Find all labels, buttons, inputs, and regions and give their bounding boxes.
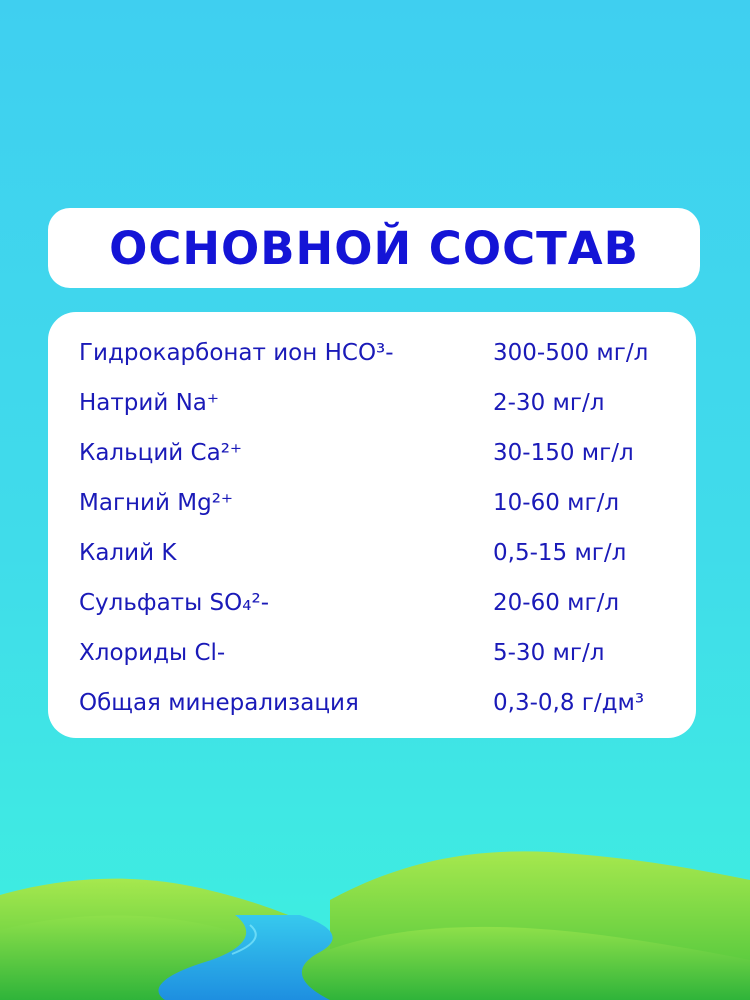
table-row — [48, 328, 696, 378]
composition-table — [48, 312, 696, 738]
component-value: 300-500 мг/л — [493, 340, 649, 366]
component-value: 2-30 мг/л — [493, 390, 605, 416]
page-title: ОСНОВНОЙ СОСТАВ — [109, 221, 639, 275]
component-value: 30-150 мг/л — [493, 440, 634, 466]
component-value: 10-60 мг/л — [493, 490, 620, 516]
component-name: Общая минерализация — [79, 690, 359, 716]
component-name: Кальций Ca²⁺ — [79, 440, 243, 466]
component-value: 0,3-0,8 г/дм³ — [493, 690, 645, 716]
component-name: Калий K — [79, 540, 177, 566]
component-value: 5-30 мг/л — [493, 640, 605, 666]
component-name: Гидрокарбонат ион HCO³- — [79, 340, 394, 366]
table-row — [48, 678, 696, 728]
component-name: Натрий Na⁺ — [79, 390, 220, 416]
component-value: 20-60 мг/л — [493, 590, 620, 616]
table-row — [48, 628, 696, 678]
component-name: Магний Mg²⁺ — [79, 490, 234, 516]
component-name: Сульфаты SO₄²- — [79, 590, 269, 616]
title-banner — [48, 208, 700, 288]
table-row — [48, 528, 696, 578]
component-value: 0,5-15 мг/л — [493, 540, 627, 566]
table-row — [48, 578, 696, 628]
table-row — [48, 478, 696, 528]
component-name: Хлориды Cl- — [79, 640, 226, 666]
table-row — [48, 428, 696, 478]
table-row — [48, 378, 696, 428]
